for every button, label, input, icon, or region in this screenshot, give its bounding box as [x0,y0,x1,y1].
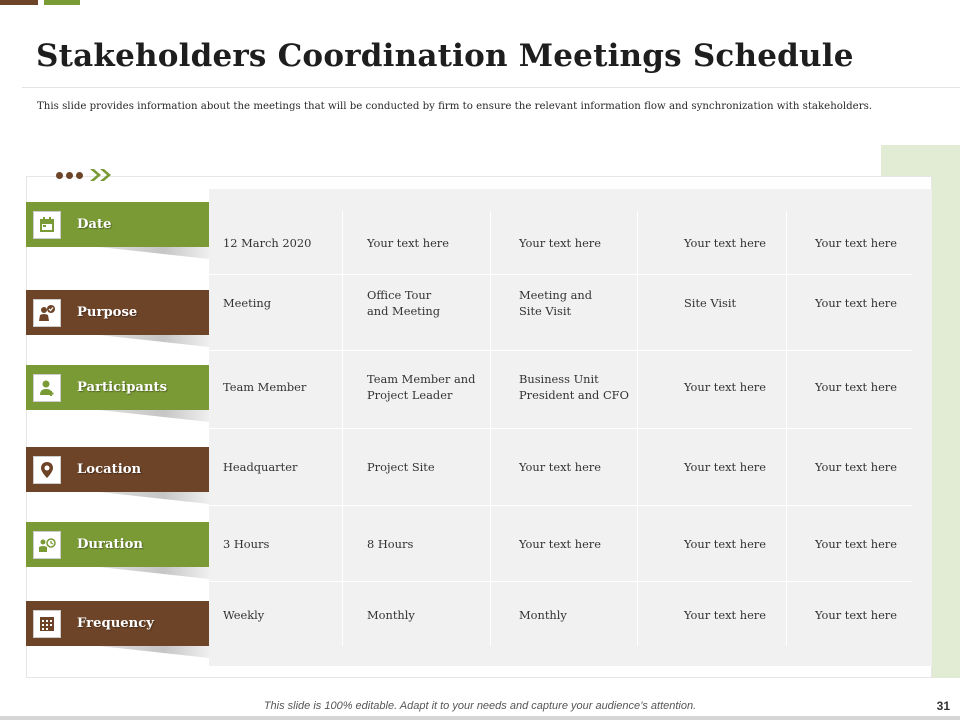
row-label-text: Participants [77,380,168,395]
table-cell: Office Tour and Meeting [367,288,441,318]
title-divider [22,87,960,88]
calendar-icon [33,211,61,239]
table-cell: Your text here [519,536,601,551]
double-chevron-icon [89,168,113,182]
table-cell: Your text here [815,296,897,310]
table-cell: Project Site [367,460,435,474]
calendar-grid-icon [33,610,61,638]
table-cell: Your text here [684,235,766,250]
row-label-text: Frequency [77,616,154,631]
table-cell: Your text here [684,460,766,474]
row-label-text: Date [77,217,112,232]
row-label-text: Duration [77,537,144,552]
row-label-participants [26,365,209,410]
page-number: 31 [936,699,950,713]
page-subtitle: This slide provides information about the meetings that will be conducted by firm to ensure the relevant information flow and synchronization with stakeholders. [37,101,873,112]
table-cell: Your text here [684,380,766,394]
row-label-date [26,202,209,247]
row-label-text: Location [77,462,142,477]
row-label-location [26,447,209,492]
page-title: Stakeholders Coordination Meetings Schedule [36,38,854,74]
table-cell: 8 Hours [367,536,414,551]
table-cell: Your text here [367,235,449,250]
table-cell: Meeting and Site Visit [519,288,593,318]
corner-accent-green [44,0,80,5]
footer-note: This slide is 100% editable. Adapt it to your needs and capture your audience’s attention. [263,700,697,712]
corner-accent-brown [0,0,38,5]
table-cell: Meeting [223,296,271,310]
table-cell: Business Unit President and CFO [519,372,629,402]
map-pin-icon [33,456,61,484]
footer-divider [0,716,960,720]
row-label-duration [26,522,209,567]
table-cell: Your text here [815,460,897,474]
decorative-dots [56,168,113,182]
table-cell: Team Member and Project Leader [367,372,476,402]
table-cell: Your text here [519,235,601,250]
table-cell: Monthly [519,607,567,622]
person-clock-icon [33,531,61,559]
row-label-text: Purpose [77,305,138,320]
table-cell: Your text here [815,380,897,394]
row-label-purpose [26,290,209,335]
table-cell: Team Member [223,380,307,394]
add-person-icon [33,374,61,402]
row-label-frequency [26,601,209,646]
table-cell: Your text here [684,607,766,622]
table-cell: Your text here [684,536,766,551]
table-cell: Monthly [367,607,415,622]
table-cell: Site Visit [684,296,737,310]
meeting-approval-icon [33,299,61,327]
table-cell: Your text here [815,607,897,622]
table-cell: Your text here [815,235,897,250]
table-cell: 3 Hours [223,536,270,551]
table-cell: Your text here [815,536,897,551]
table-cell: Your text here [519,460,601,474]
table-cell: 12 March 2020 [223,235,312,250]
table-cell: Weekly [223,607,265,622]
table-cell: Headquarter [223,460,298,474]
